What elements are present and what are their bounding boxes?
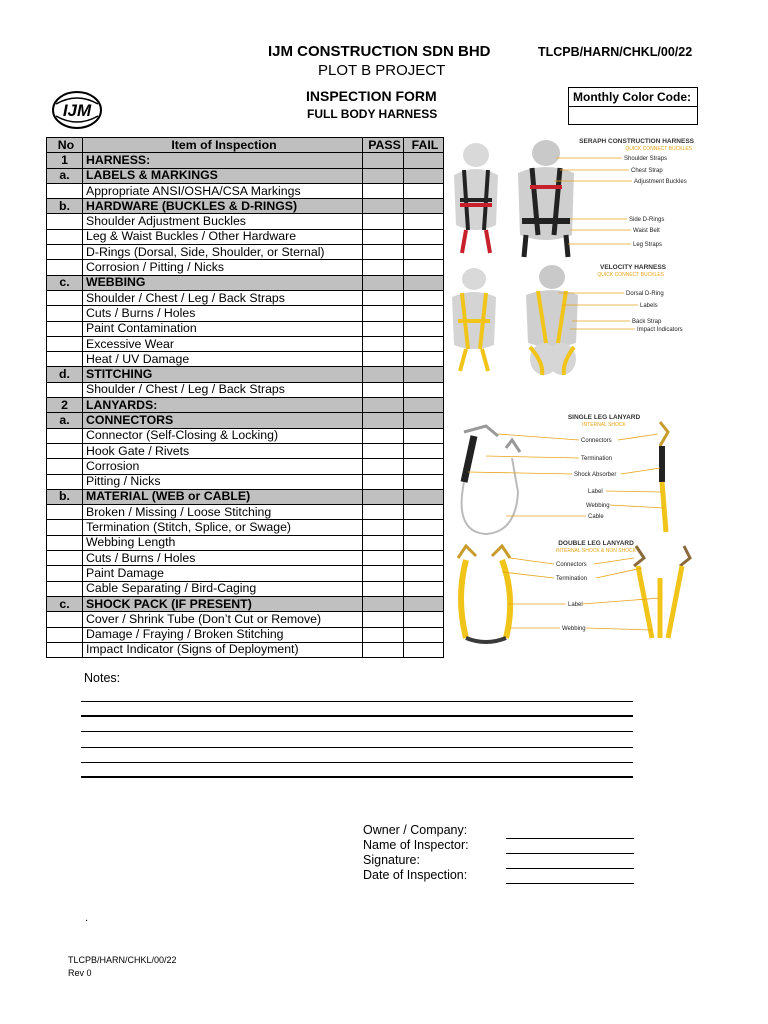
table-row [47, 520, 444, 535]
row-item: Cuts / Burns / Holes [83, 551, 363, 566]
row-item: Broken / Missing / Loose Stitching [83, 505, 363, 520]
harness2-label-dorsal-d-ring: Dorsal D-Ring [626, 291, 664, 297]
fail-cell [404, 489, 444, 504]
row-number [47, 459, 83, 474]
footer-revision: Rev 0 [68, 968, 92, 978]
row-item: WEBBING [83, 275, 363, 290]
row-number: a. [47, 413, 83, 428]
pass-cell[interactable] [363, 245, 404, 260]
row-number [47, 352, 83, 367]
monthly-color-code-box [568, 87, 698, 125]
pass-cell[interactable] [363, 474, 404, 489]
double-leg-lanyard-diagram [446, 538, 700, 650]
pass-cell [363, 596, 404, 611]
harness1-label-leg-straps: Leg Straps [633, 242, 663, 248]
notes-line[interactable] [81, 747, 633, 748]
pass-cell[interactable] [363, 612, 404, 627]
table-row [47, 474, 444, 489]
harness2-label-impact-indicators: Impact Indicators [637, 327, 683, 333]
fail-cell [404, 275, 444, 290]
pass-cell[interactable] [363, 535, 404, 550]
table-row [47, 214, 444, 229]
table-row [47, 459, 444, 474]
lanyard2-title: DOUBLE LEG LANYARD [558, 540, 634, 547]
table-row [47, 382, 444, 397]
pass-cell [363, 199, 404, 214]
fail-cell[interactable] [404, 474, 444, 489]
section-row [47, 275, 444, 290]
fail-cell [404, 413, 444, 428]
pass-cell [363, 275, 404, 290]
row-number [47, 520, 83, 535]
row-number [47, 245, 83, 260]
fail-cell[interactable] [404, 520, 444, 535]
table-header-row [47, 138, 444, 153]
row-number [47, 428, 83, 443]
table-row [47, 581, 444, 596]
row-number [47, 321, 83, 336]
lanyard1-subtitle: INTERNAL SHOCK [582, 422, 626, 428]
velocity-front-figure [452, 268, 496, 371]
fail-cell[interactable] [404, 459, 444, 474]
row-number [47, 306, 83, 321]
table-row [47, 443, 444, 458]
fail-cell[interactable] [404, 382, 444, 397]
pass-cell [363, 413, 404, 428]
inspection-table [46, 137, 444, 658]
row-item: Pitting / Nicks [83, 474, 363, 489]
notes-label: Notes: [84, 671, 121, 685]
row-item: Paint Damage [83, 566, 363, 581]
table-row [47, 352, 444, 367]
lanyard2-label-label: Label [568, 602, 583, 608]
section-row [47, 153, 444, 168]
section-row [47, 489, 444, 504]
row-item: Cable Separating / Bird-Caging [83, 581, 363, 596]
inspection-date-label: Date of Inspection: [363, 868, 468, 882]
row-item: MATERIAL (WEB or CABLE) [83, 489, 363, 504]
pass-cell[interactable] [363, 229, 404, 244]
pass-cell[interactable] [363, 183, 404, 198]
section-row [47, 413, 444, 428]
table-row [47, 642, 444, 657]
row-number [47, 566, 83, 581]
fail-cell[interactable] [404, 306, 444, 321]
row-item: STITCHING [83, 367, 363, 382]
row-item: LANYARDS: [83, 398, 363, 413]
lanyard1-label-cable: Cable [588, 514, 604, 520]
fail-cell[interactable] [404, 183, 444, 198]
table-row [47, 245, 444, 260]
pass-cell [363, 168, 404, 183]
fail-cell[interactable] [404, 551, 444, 566]
row-item: Excessive Wear [83, 336, 363, 351]
pass-cell[interactable] [363, 306, 404, 321]
pass-cell[interactable] [363, 290, 404, 305]
table-row [47, 183, 444, 198]
fail-cell[interactable] [404, 566, 444, 581]
harness1-title: SERAPH CONSTRUCTION HARNESS [579, 138, 694, 145]
row-number: d. [47, 367, 83, 382]
section-row [47, 398, 444, 413]
logo-text: IJM [62, 101, 92, 120]
harness2-label-labels: Labels [640, 303, 658, 309]
pass-cell[interactable] [363, 642, 404, 657]
ijm-logo [52, 90, 102, 130]
fail-cell[interactable] [404, 642, 444, 657]
fail-cell[interactable] [404, 443, 444, 458]
notes-line[interactable] [81, 776, 633, 778]
row-number [47, 260, 83, 275]
pass-cell[interactable] [363, 566, 404, 581]
row-number: 1 [47, 153, 83, 168]
row-item: Leg & Waist Buckles / Other Hardware [83, 229, 363, 244]
lanyard1-label-shock-absorber: Shock Absorber [574, 472, 617, 478]
fail-cell[interactable] [404, 428, 444, 443]
row-number [47, 581, 83, 596]
harness1-label-side-d-rings: Side D-Rings [629, 217, 665, 223]
single-leg-lanyard-diagram [446, 412, 700, 538]
table-row [47, 290, 444, 305]
pass-cell[interactable] [363, 581, 404, 596]
harness2-title: VELOCITY HARNESS [600, 264, 666, 271]
lanyard2-label-webbing: Webbing [562, 626, 586, 632]
harness1-label-shoulder-straps: Shoulder Straps [624, 156, 668, 162]
row-item: Damage / Fraying / Broken Stitching [83, 627, 363, 642]
fail-cell[interactable] [404, 214, 444, 229]
section-row [47, 367, 444, 382]
row-number [47, 505, 83, 520]
fail-cell [404, 367, 444, 382]
pass-cell [363, 367, 404, 382]
row-item: Impact Indicator (Signs of Deployment) [83, 642, 363, 657]
harness-front-figure [454, 143, 498, 253]
pass-cell[interactable] [363, 336, 404, 351]
row-number [47, 382, 83, 397]
fail-cell [404, 153, 444, 168]
row-number [47, 443, 83, 458]
fail-cell[interactable] [404, 352, 444, 367]
row-number [47, 336, 83, 351]
row-item: Shoulder / Chest / Leg / Back Straps [83, 382, 363, 397]
header-fail: FAIL [404, 138, 444, 153]
pass-cell[interactable] [363, 260, 404, 275]
pass-cell [363, 489, 404, 504]
pass-cell [363, 398, 404, 413]
inspector-name-field[interactable] [506, 853, 634, 854]
row-number [47, 290, 83, 305]
harness2-subtitle: QUICK CONNECT BUCKLES [597, 272, 664, 278]
row-item: D-Rings (Dorsal, Side, Shoulder, or Sternal) [83, 245, 363, 260]
form-number: TLCPB/HARN/CHKL/00/22 [538, 45, 693, 59]
row-item: Connector (Self-Closing & Locking) [83, 428, 363, 443]
fail-cell[interactable] [404, 505, 444, 520]
lanyard2-label-termination: Termination [556, 576, 588, 582]
lanyard1-label-termination: Termination [581, 456, 613, 462]
form-subtitle: FULL BODY HARNESS [307, 107, 438, 121]
pass-cell[interactable] [363, 428, 404, 443]
lanyard1-label-webbing: Webbing [586, 503, 610, 509]
section-row [47, 199, 444, 214]
row-number: b. [47, 199, 83, 214]
velocity-harness-diagram [446, 263, 700, 377]
signature-label: Signature: [363, 853, 420, 867]
table-row [47, 505, 444, 520]
row-item: Shoulder / Chest / Leg / Back Straps [83, 290, 363, 305]
pass-cell[interactable] [363, 321, 404, 336]
inspector-name-label: Name of Inspector: [363, 838, 469, 852]
lanyard1-label-label: Label [588, 489, 603, 495]
pass-cell[interactable] [363, 214, 404, 229]
pass-cell[interactable] [363, 627, 404, 642]
owner-company-field[interactable] [506, 838, 634, 839]
harness-back-figure [518, 140, 574, 257]
row-item: Hook Gate / Rivets [83, 443, 363, 458]
pass-cell[interactable] [363, 382, 404, 397]
row-item: Corrosion / Pitting / Nicks [83, 260, 363, 275]
row-item: SHOCK PACK (IF PRESENT) [83, 596, 363, 611]
row-item: Cover / Shrink Tube (Don’t Cut or Remove) [83, 612, 363, 627]
notes-line[interactable] [81, 701, 633, 702]
harness1-subtitle: QUICK CONNECT BUCKLES [625, 146, 692, 152]
harness2-label-back-strap: Back Strap [632, 319, 662, 325]
section-row [47, 168, 444, 183]
header-item: Item of Inspection [83, 138, 363, 153]
row-item: Appropriate ANSI/OSHA/CSA Markings [83, 183, 363, 198]
company-name: IJM CONSTRUCTION SDN BHD [268, 43, 491, 60]
harness1-label-adjustment-buckles: Adjustment Buckles [634, 179, 687, 185]
table-row [47, 551, 444, 566]
table-row [47, 612, 444, 627]
lanyard2-label-connectors: Connectors [556, 562, 587, 568]
harness1-label-chest-strap: Chest Strap [631, 168, 663, 174]
monthly-color-code-label: Monthly Color Code: [569, 88, 697, 107]
row-item: Corrosion [83, 459, 363, 474]
section-row [47, 596, 444, 611]
pass-cell[interactable] [363, 352, 404, 367]
notes-line[interactable] [81, 762, 633, 763]
row-number [47, 183, 83, 198]
row-item: Heat / UV Damage [83, 352, 363, 367]
table-row [47, 229, 444, 244]
table-row [47, 627, 444, 642]
row-item: Termination (Stitch, Splice, or Swage) [83, 520, 363, 535]
signature-field[interactable] [506, 868, 634, 869]
fail-cell[interactable] [404, 336, 444, 351]
lanyard1-title: SINGLE LEG LANYARD [567, 414, 641, 421]
pass-cell[interactable] [363, 551, 404, 566]
row-number [47, 214, 83, 229]
seraph-harness-diagram [446, 135, 700, 259]
table-row [47, 535, 444, 550]
row-number: c. [47, 275, 83, 290]
project-name: PLOT B PROJECT [318, 62, 446, 79]
row-number [47, 627, 83, 642]
lanyard2-subtitle: INTERNAL SHOCK & NON SHOCK [555, 548, 637, 554]
row-item: Paint Contamination [83, 321, 363, 336]
stray-dot: . [85, 912, 89, 924]
fail-cell [404, 596, 444, 611]
fail-cell [404, 199, 444, 214]
pass-cell[interactable] [363, 459, 404, 474]
row-item: Shoulder Adjustment Buckles [83, 214, 363, 229]
fail-cell[interactable] [404, 245, 444, 260]
lanyard1-label-connectors: Connectors [581, 438, 612, 444]
fail-cell[interactable] [404, 321, 444, 336]
fail-cell [404, 398, 444, 413]
row-number [47, 551, 83, 566]
notes-line[interactable] [81, 715, 633, 717]
header-no: No [47, 138, 83, 153]
table-row [47, 260, 444, 275]
pass-cell [363, 153, 404, 168]
row-item: LABELS & MARKINGS [83, 168, 363, 183]
table-row [47, 566, 444, 581]
fail-cell[interactable] [404, 627, 444, 642]
table-row [47, 428, 444, 443]
harness1-label-waist-belt: Waist Belt [633, 228, 660, 234]
table-row [47, 321, 444, 336]
row-number: c. [47, 596, 83, 611]
pass-cell[interactable] [363, 520, 404, 535]
row-number [47, 642, 83, 657]
row-item: Cuts / Burns / Holes [83, 306, 363, 321]
row-number [47, 612, 83, 627]
pass-cell[interactable] [363, 443, 404, 458]
row-number [47, 229, 83, 244]
row-number [47, 474, 83, 489]
table-row [47, 306, 444, 321]
fail-cell[interactable] [404, 581, 444, 596]
footer-doc-number: TLCPB/HARN/CHKL/00/22 [68, 955, 177, 965]
inspection-date-field[interactable] [506, 883, 634, 884]
row-number: 2 [47, 398, 83, 413]
row-number: a. [47, 168, 83, 183]
notes-line[interactable] [81, 731, 633, 732]
fail-cell[interactable] [404, 260, 444, 275]
fail-cell[interactable] [404, 535, 444, 550]
row-item: HARNESS: [83, 153, 363, 168]
owner-company-label: Owner / Company: [363, 823, 468, 837]
row-item: Webbing Length [83, 535, 363, 550]
row-number: b. [47, 489, 83, 504]
table-row [47, 336, 444, 351]
row-number [47, 535, 83, 550]
pass-cell[interactable] [363, 505, 404, 520]
header-pass: PASS [363, 138, 404, 153]
fail-cell[interactable] [404, 229, 444, 244]
form-title: INSPECTION FORM [306, 88, 437, 104]
fail-cell[interactable] [404, 290, 444, 305]
fail-cell [404, 168, 444, 183]
fail-cell[interactable] [404, 612, 444, 627]
row-item: CONNECTORS [83, 413, 363, 428]
row-item: HARDWARE (BUCKLES & D-RINGS) [83, 199, 363, 214]
velocity-back-figure [526, 265, 578, 375]
